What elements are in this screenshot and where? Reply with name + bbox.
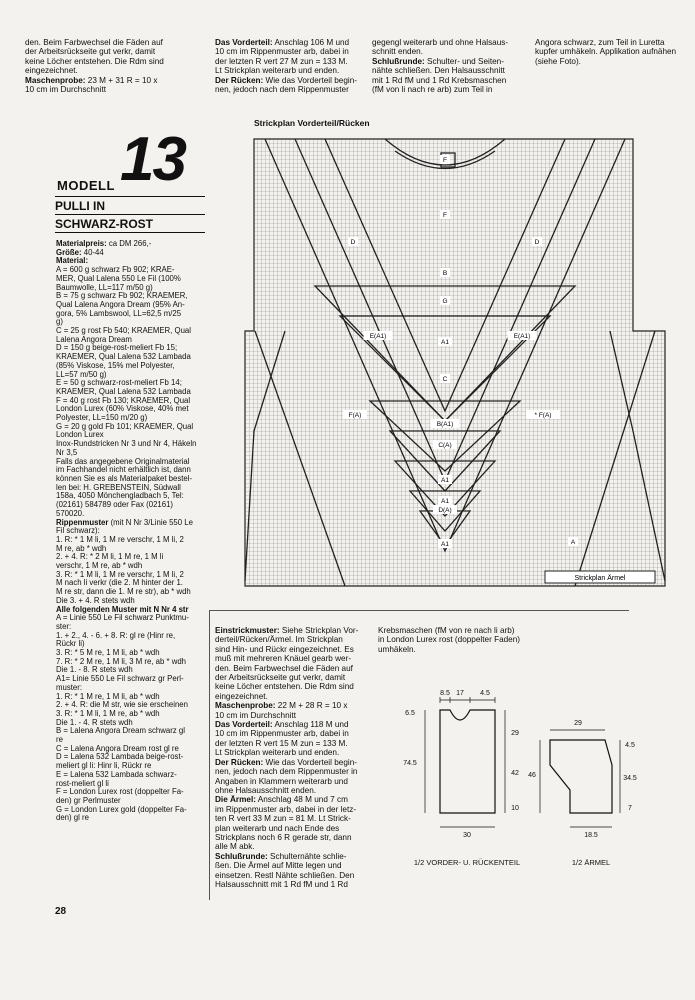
chart-region-label: F xyxy=(443,212,447,219)
text-line: 1. R: * 1 M li, 1 M re verschr, 1 M li, 2 xyxy=(56,534,184,544)
top-text-column-3 xyxy=(372,38,524,94)
measurement-schematic xyxy=(400,690,685,890)
text-line: Halsausschnitt mit 1 Rd fM und 1 Rd xyxy=(215,879,348,889)
text-line: 10 cm im Durchschnitt xyxy=(215,710,296,720)
sleeve-caption: 1/2 ÄRMEL xyxy=(571,858,611,867)
chart-region-label: E(A1) xyxy=(513,333,531,340)
text-line: E = Lalena 532 Lambada schwarz- xyxy=(56,769,177,779)
chart-region-label: A1 xyxy=(441,498,449,505)
instructions-column-3 xyxy=(378,626,528,654)
sleeve-dim-top: 29 xyxy=(574,720,582,727)
text-line: ten R vert 33 M zun = 81 M. Lt Strick- xyxy=(215,814,351,824)
text-line: F = London Lurex rost (doppelter Fa- xyxy=(56,787,184,797)
text-line: eingezeichnet. xyxy=(215,691,268,701)
text-line: in London Lurex rost (doppelter Faden) xyxy=(378,635,521,645)
sleeve-dim-right-3: 7 xyxy=(628,805,632,812)
text-line: D = Lalena 532 Lambada beige-rost- xyxy=(56,752,184,762)
text-line: 1. R: * 1 M re, 1 M li, ab * wdh xyxy=(56,691,160,701)
text-line: mit 1 Rd fM und 1 Rd Krebsmaschen xyxy=(372,75,507,85)
text-line-body: Anschlag 118 M und xyxy=(272,720,349,730)
text-line: den. Beim Farbwechsel die Fäden auf xyxy=(25,38,163,47)
text-line: A = Linie 550 Le Fil schwarz Punktmu- xyxy=(56,613,189,623)
text-line: Polyester, LL=150 m/20 g) xyxy=(56,413,148,423)
text-line-heading: Der Rücken: xyxy=(215,757,264,767)
text-line: Baumwolle, LL=117 m/50 g) xyxy=(56,282,153,292)
text-line: G = London Lurex gold (doppelter Fa- xyxy=(56,804,187,814)
text-line-body: Anschlag 106 M und xyxy=(272,38,350,47)
text-line: nen, jedoch nach dem Rippenmuster xyxy=(215,85,349,95)
text-line: E = 50 g schwarz-rost-meliert Fb 14; xyxy=(56,378,182,388)
model-heading xyxy=(55,125,225,194)
chart-region-label: D(A) xyxy=(438,507,452,514)
text-line: Die 1. - 8. R stets wdh xyxy=(56,665,133,675)
model-title-line: PULLI IN xyxy=(55,196,205,214)
text-line-heading: Maschenprobe: xyxy=(25,75,86,85)
text-line: F = 40 g rost Fb 130; KRAEMER, Qual xyxy=(56,395,191,405)
text-line-body: Siehe Strickplan Vor- xyxy=(279,626,359,635)
text-line: den) gr Perlmuster xyxy=(56,796,121,805)
body-caption: 1/2 VORDER- U. RÜCKENTEIL xyxy=(413,858,521,867)
text-line-body: (mit N Nr 3/Linie 550 Le xyxy=(108,517,193,527)
text-line: M nach li verkr (die 2. M hinter der 1. xyxy=(56,578,183,588)
text-line: umhäkeln. xyxy=(378,644,416,654)
body-dim-left-1: 6.5 xyxy=(405,710,415,717)
text-line: einsetzen. Restl Nähte schließen. Den xyxy=(215,870,355,880)
text-line-body: Schulternähte schlie- xyxy=(267,851,347,861)
text-line: verschr, 1 M re, ab * wdh xyxy=(56,561,143,571)
text-line-body: Wie das Vorderteil begin- xyxy=(263,75,357,85)
text-line: M re str, dann die 1. M re str), ab * wdh xyxy=(56,587,191,597)
text-line xyxy=(215,795,370,804)
text-line: 2. + 4. R: * 2 M li, 1 M re, 1 M li xyxy=(56,552,164,562)
body-dim-right-1: 29 xyxy=(511,730,519,737)
chart-region-label: E(A1) xyxy=(369,333,387,340)
text-line: 3. R: * 1 M li, 1 M re, ab * wdh xyxy=(56,708,160,718)
text-line: A1= Linie 550 Le Fil schwarz gr Perl- xyxy=(56,674,184,684)
chart-region-label: F(A) xyxy=(348,412,362,419)
chart-region-label: C(A) xyxy=(438,442,452,449)
text-line: Die 1. - 4. R stets wdh xyxy=(56,717,133,727)
text-line: muß mit mehreren Knäuel gearb wer- xyxy=(215,654,352,664)
text-line-heading: Schlußrunde: xyxy=(215,851,268,861)
text-line: C = Lalena Angora Dream rost gl re xyxy=(56,743,179,753)
text-line: (fM von li nach re arb) zum Teil in xyxy=(372,85,493,95)
body-dim-top-2: 17 xyxy=(456,690,464,697)
text-line: Lt Strickplan weiterarb und enden. xyxy=(215,66,340,76)
text-line: M re, ab * wdh xyxy=(56,543,107,553)
text-line: (02161) 584789 oder Fax (02161) xyxy=(56,500,174,510)
text-line-body: 23 M + 31 R = 10 x xyxy=(85,75,158,85)
text-line: B = Lalena Angora Dream schwarz gl xyxy=(56,726,185,736)
text-line: der letzten R vert 27 M zun = 133 M. xyxy=(215,56,348,66)
chart-region-label: D xyxy=(350,239,356,246)
chart-region-label: A xyxy=(570,539,576,546)
text-line: im Fachhandel nicht erhältlich ist, dann xyxy=(56,465,191,475)
text-line: ßen. Die Ärmel auf Mitte legen und xyxy=(215,861,342,871)
text-line xyxy=(215,76,367,85)
chart-title: Strickplan Vorderteil/Rücken xyxy=(254,118,370,128)
body-dim-right-2: 42 xyxy=(511,770,519,777)
body-dim-top-3: 4.5 xyxy=(480,690,490,697)
text-line-heading: Die Ärmel: xyxy=(215,795,256,805)
text-line: D = 150 g beige-rost-meliert Fb 15; xyxy=(56,343,178,353)
text-line: London Lurex xyxy=(56,430,104,440)
text-line xyxy=(215,720,370,729)
text-line: eingezeichnet. xyxy=(25,66,78,76)
text-line: B = 75 g schwarz Fb 902; KRAEMER, xyxy=(56,291,188,301)
sleeve-chart-label: Strickplan Ärmel xyxy=(574,575,626,582)
text-line-body: 22 M + 28 R = 10 x xyxy=(275,701,348,711)
chart-region-label: D xyxy=(534,239,540,246)
text-line: KRAEMER, Qual Lalena 532 Lambada xyxy=(56,352,191,362)
body-dim-left-2: 74.5 xyxy=(403,760,417,767)
chart-region-label: * F(A) xyxy=(534,412,552,419)
text-line: muster: xyxy=(56,682,82,692)
text-line: Nr 3,5 xyxy=(56,447,78,457)
text-line-body: Anschlag 48 M und 7 cm xyxy=(255,795,348,805)
text-line: ohne Halsausschnitt enden. xyxy=(215,785,317,795)
text-line: Inox-Rundstricken Nr 3 und Nr 4, Häkeln xyxy=(56,439,197,449)
model-number: 13 xyxy=(120,125,185,194)
top-text-column-4 xyxy=(535,38,685,66)
model-word: MODELL xyxy=(57,178,115,193)
text-line: 2. + 4. R: die M str, wie sie erscheinen xyxy=(56,700,188,710)
model-title-line: SCHWARZ-ROST xyxy=(55,214,205,233)
text-line: 10 cm im Durchschnitt xyxy=(25,85,106,95)
chart-region-label: C xyxy=(442,376,448,383)
text-line-heading: Das Vorderteil: xyxy=(215,38,273,47)
text-line: 1. + 2., 4. - 6. + 8. R: gl re (Hinr re, xyxy=(56,630,176,640)
text-line-heading: Maschenprobe: xyxy=(215,701,276,711)
text-line: 10 cm im Rippenmuster arb, dabei in xyxy=(215,47,349,57)
text-line: Rückr li) xyxy=(56,639,85,649)
text-line: der letzten R vert 15 M zun = 133 M. xyxy=(215,738,348,748)
text-line: 3. R: * 5 M re, 1 M li, ab * wdh xyxy=(56,648,160,658)
sleeve-dim-right-2: 34.5 xyxy=(623,775,637,782)
text-line: keine Löcher entstehen. Die Rdm sind xyxy=(215,682,354,692)
text-line: gora, 5% Lambswool, LL=62,5 m/25 xyxy=(56,308,182,318)
text-line-body: 40-44 xyxy=(81,247,104,257)
text-line xyxy=(372,57,524,66)
text-line: nähte schließen. Den Halsausschnitt xyxy=(372,66,505,76)
text-line: London Lurex (60% Viskose, 40% met xyxy=(56,404,189,414)
sleeve-dim-bottom: 18.5 xyxy=(584,832,598,839)
text-line: der Arbeitsrückseite gut verkr, damit xyxy=(215,673,346,683)
text-line: 7. R: * 2 M re, 1 M li, 3 M re, ab * wdh xyxy=(56,656,186,666)
text-line: Krebsmaschen (fM von re nach li arb) xyxy=(378,626,515,635)
knitting-chart xyxy=(245,131,670,591)
text-line: Strickplans noch 6 R gerade str, dann xyxy=(215,832,352,842)
text-line: g) xyxy=(56,317,63,327)
sleeve-dim-right-1: 4.5 xyxy=(625,742,635,749)
text-line-heading: Das Vorderteil: xyxy=(215,720,273,730)
text-line: (siehe Foto). xyxy=(535,56,581,66)
chart-region-label: F xyxy=(443,157,447,164)
text-line: Lalena Angora Dream xyxy=(56,334,132,344)
text-line-body: Wie das Vorderteil begin- xyxy=(263,757,357,767)
text-line: 10 cm im Rippenmuster arb, dabei in xyxy=(215,729,349,739)
text-line: Falls das angegebene Originalmaterial xyxy=(56,456,190,466)
text-line: können Sie es als Materialpaket bestel- xyxy=(56,473,193,483)
text-line: meliert gl li: Hinr li, Rückr re xyxy=(56,761,152,771)
text-line-heading: Der Rücken: xyxy=(215,75,264,85)
text-line-body: Schulter- und Seiten- xyxy=(424,56,504,66)
text-line-heading: Materialpreis: xyxy=(56,239,107,248)
chart-region-label: B xyxy=(442,270,448,277)
chart-region-label: A1 xyxy=(441,477,449,484)
text-line: Angora schwarz, zum Teil in Luretta xyxy=(535,38,665,47)
text-line: LL=57 m/50 g) xyxy=(56,369,107,379)
text-line: den. Beim Farbwechsel die Fäden auf xyxy=(215,663,353,673)
sleeve-dim-left: 46 xyxy=(528,772,536,779)
model-title xyxy=(55,196,205,233)
text-line: plan weiterarb und nach Ende des xyxy=(215,823,340,833)
text-line: Fil schwarz): xyxy=(56,526,100,536)
instructions-column-2 xyxy=(215,626,370,889)
text-line: alle M abk. xyxy=(215,842,255,852)
body-dim-bottom: 30 xyxy=(463,832,471,839)
body-piece-outline xyxy=(440,710,495,813)
text-line: derteil/Rücken/Ärmel. Im Strickplan xyxy=(215,635,343,645)
chart-region-label: A1 xyxy=(441,339,449,346)
text-line: sind Hin- und Rückr eingezeichnet. Es xyxy=(215,644,354,654)
text-line-body: ca DM 266,- xyxy=(106,239,152,248)
text-line: rost-meliert gl li xyxy=(56,778,109,788)
text-line-heading: Material: xyxy=(56,256,89,266)
text-line: keine Löcher entstehen. Die Rdm sind xyxy=(25,56,164,66)
text-line: (85% Viskose, 15% mel Polyester, xyxy=(56,360,175,370)
top-text-column-2 xyxy=(215,38,367,94)
top-text-column-1 xyxy=(25,38,197,94)
chart-region-label: G xyxy=(442,298,448,305)
text-line: den) gl re xyxy=(56,813,89,823)
text-line: der Arbeitsrückseite gut verkr, damit xyxy=(25,47,156,57)
text-line xyxy=(215,852,370,861)
chart-region-label: B(A1) xyxy=(436,421,454,428)
text-line: Qual Lalena Angora Dream (95% An- xyxy=(56,299,185,309)
text-line: gegengl weiterarb und ohne Halsaus- xyxy=(372,38,509,47)
body-dim-right-3: 10 xyxy=(511,805,519,812)
text-line: Angaben in Klammern weiterarb und xyxy=(215,776,348,786)
text-line: 158a, 4050 Mönchengladbach 5, Tel: xyxy=(56,491,184,501)
text-line-heading: Alle folgenden Muster mit N Nr 4 str xyxy=(56,604,189,614)
text-line: im Rippenmuster arb, dabei in der letz- xyxy=(215,804,357,814)
text-line: G = 20 g gold Fb 101; KRAEMER, Qual xyxy=(56,421,194,431)
text-line xyxy=(215,626,370,635)
chart-region-label: A1 xyxy=(441,541,449,548)
text-line-heading: Schlußrunde: xyxy=(372,56,425,66)
text-line xyxy=(215,701,370,710)
text-line: A = 600 g schwarz Fb 902; KRAE- xyxy=(56,265,175,275)
text-line: re xyxy=(56,735,63,745)
text-line: Die 3. + 4. R stets wdh xyxy=(56,595,135,605)
sleeve-piece-outline xyxy=(550,740,612,813)
text-line xyxy=(25,76,197,85)
text-line-heading: Rippenmuster xyxy=(56,517,109,527)
text-line: KRAEMER, Qual Lalena 532 Lambada xyxy=(56,386,191,396)
text-line xyxy=(215,38,367,47)
text-line: kupfer umhäkeln. Applikation aufnähen xyxy=(535,47,677,57)
text-line: MER, Qual Lalena 550 Le Fil (100% xyxy=(56,273,181,283)
text-line-heading: Größe: xyxy=(56,247,82,257)
column-divider xyxy=(209,610,210,900)
material-instructions-column xyxy=(56,240,202,823)
text-line: Lt Strickplan weiterarb und enden. xyxy=(215,748,340,758)
text-line: 570020. xyxy=(56,508,85,518)
page-number: 28 xyxy=(55,906,67,917)
text-line-heading: Einstrickmuster: xyxy=(215,626,280,635)
section-divider xyxy=(209,610,629,611)
text-line: C = 25 g rost Fb 540; KRAEMER, Qual xyxy=(56,326,191,336)
text-line: ster: xyxy=(56,621,72,631)
text-line: len bei: H. GREBENSTEIN, Südwall xyxy=(56,482,181,492)
text-line: 3. R: * 1 M li, 1 M re verschr, 1 M li, 2 xyxy=(56,569,184,579)
text-line: nen, jedoch nach dem Rippenmuster in xyxy=(215,767,358,777)
body-dim-top-1: 8.5 xyxy=(440,690,450,697)
text-line: schnitt enden. xyxy=(372,47,423,57)
text-line xyxy=(215,758,370,767)
